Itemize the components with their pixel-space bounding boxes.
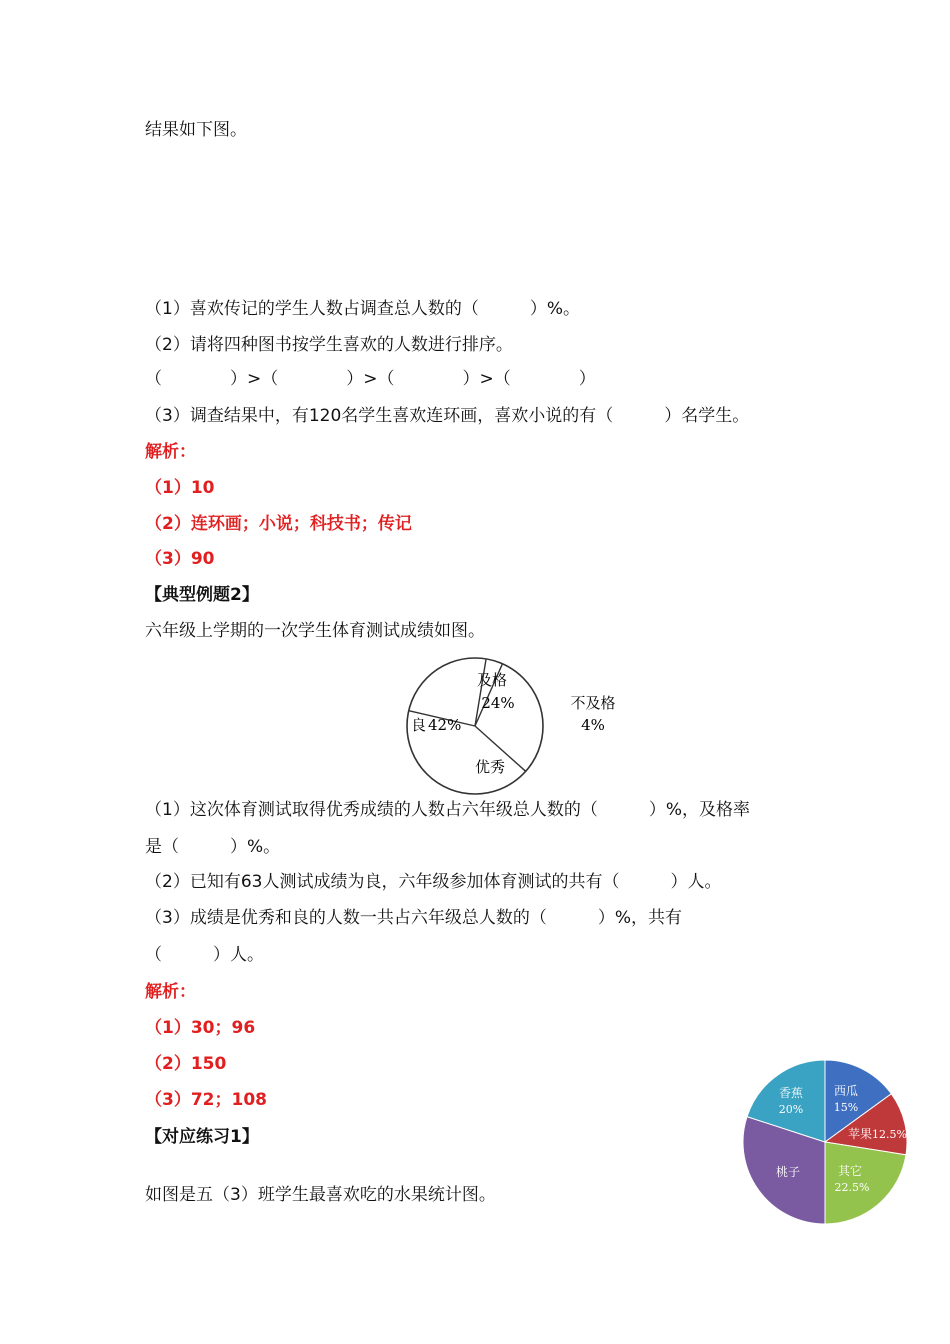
example-2-intro: 六年级上学期的一次学生体育测试成绩如图。: [145, 621, 485, 641]
label-apple: 苹果: [848, 1127, 873, 1141]
intro-result: 结果如下图。: [145, 120, 247, 140]
label-pass-pct: 24%: [481, 694, 515, 712]
example-2-q1-line2: 是（ ）%。: [145, 837, 281, 857]
fruit-pie-chart: [738, 1055, 913, 1230]
label-peach: 桃子: [775, 1165, 801, 1179]
question-2: （2）请将四种图书按学生喜欢的人数进行排序。: [145, 335, 513, 355]
label-good-pct: 42%: [428, 716, 462, 734]
practice-1-title: 【对应练习1】: [145, 1127, 259, 1147]
example-2-title: 【典型例题2】: [145, 585, 259, 605]
label-excellent: 优秀: [474, 758, 506, 776]
example-2-q3-line2: （ ）人。: [145, 945, 264, 965]
label-other: 其它: [837, 1164, 863, 1178]
label-watermelon-pct: 15%: [833, 1101, 859, 1114]
label-banana-pct: 20%: [778, 1103, 804, 1116]
example-2-q2: （2）已知有63人测试成绩为良，六年级参加体育测试的共有（ ）人。: [145, 872, 722, 892]
example-2-answer-2: （2）150: [145, 1054, 227, 1074]
label-pass: 及格: [476, 671, 508, 689]
label-good: 良: [411, 716, 427, 734]
analysis-label-2: 解析：: [145, 982, 196, 1002]
answer-2: （2）连环画；小说；科技书；传记: [145, 514, 412, 534]
answer-1: （1）10: [145, 478, 215, 498]
answer-3: （3）90: [145, 549, 215, 569]
label-banana: 香蕉: [778, 1086, 804, 1100]
label-fail: 不及格: [570, 694, 616, 712]
example-2-q3-line1: （3）成绩是优秀和良的人数一共占六年级总人数的（ ）%，共有: [145, 908, 682, 928]
label-watermelon: 西瓜: [833, 1084, 859, 1098]
grade-pie-chart: [395, 650, 645, 800]
analysis-label: 解析：: [145, 442, 196, 462]
example-2-q1-line1: （1）这次体育测试取得优秀成绩的人数占六年级总人数的（ ）%，及格率: [145, 800, 750, 820]
label-other-pct: 22.5%: [834, 1181, 870, 1194]
label-apple-pct: 12.5%: [872, 1128, 907, 1141]
label-fail-pct: 4%: [581, 716, 605, 734]
question-2-blanks: （ ）>（ ）>（ ）>（ ）: [145, 369, 596, 389]
example-2-answer-1: （1）30；96: [145, 1018, 256, 1038]
question-3: （3）调查结果中，有120名学生喜欢连环画，喜欢小说的有（ ）名学生。: [145, 406, 750, 426]
question-1: （1）喜欢传记的学生人数占调查总人数的（ ）%。: [145, 299, 580, 319]
practice-1-intro: 如图是五（3）班学生最喜欢吃的水果统计图。: [145, 1185, 496, 1205]
example-2-answer-3: （3）72；108: [145, 1090, 267, 1110]
